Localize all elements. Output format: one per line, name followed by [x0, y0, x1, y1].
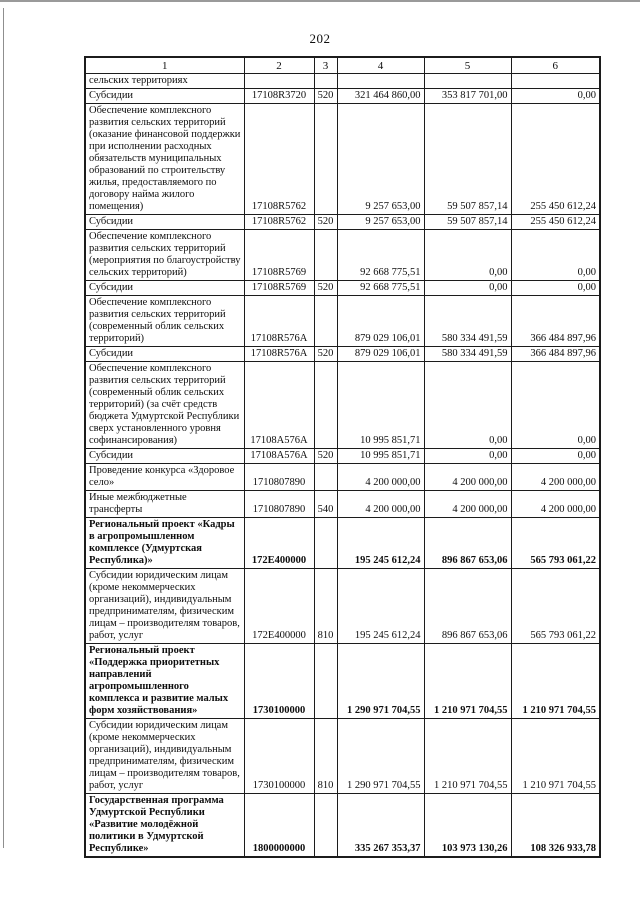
column-header-5: 5	[424, 57, 511, 74]
row-col5-amount-cell	[424, 74, 511, 89]
row-target-code-cell: 1730100000	[244, 719, 314, 794]
row-col5-amount-cell: 1 210 971 704,55	[424, 719, 511, 794]
row-target-code-cell: 17108R576A	[244, 296, 314, 347]
row-name-cell: сельских территориях	[85, 74, 244, 89]
row-expense-type-cell	[314, 104, 337, 215]
row-col5-amount-cell: 1 210 971 704,55	[424, 644, 511, 719]
row-col6-amount-cell: 0,00	[511, 449, 600, 464]
row-expense-type-cell	[314, 296, 337, 347]
row-target-code-cell: 1710807890	[244, 464, 314, 491]
row-col6-amount-cell: 255 450 612,24	[511, 104, 600, 215]
row-col5-amount-cell: 59 507 857,14	[424, 104, 511, 215]
table-header-row	[85, 57, 600, 74]
column-header-6: 6	[511, 57, 600, 74]
row-col5-amount-cell: 353 817 701,00	[424, 89, 511, 104]
row-target-code-cell: 17108R576A	[244, 347, 314, 362]
table-row	[85, 281, 600, 296]
row-name-cell: Региональный проект «Поддержка приоритетных направлений агропромышленного комплекса и развитие малых форм хозяйствования»	[85, 644, 244, 719]
row-target-code-cell: 1730100000	[244, 644, 314, 719]
table-row	[85, 464, 600, 491]
row-name-cell: Обеспечение комплексного развития сельских территорий (оказание финансовой поддержки при исполнении расходных обязательств муниципальных образований по строительству жилья, предоставляемого по договору найма жилого помещения)	[85, 104, 244, 215]
table-row	[85, 794, 600, 858]
row-expense-type-cell: 520	[314, 215, 337, 230]
row-col6-amount-cell: 4 200 000,00	[511, 464, 600, 491]
column-header-2: 2	[244, 57, 314, 74]
row-target-code-cell: 172E400000	[244, 569, 314, 644]
row-col4-amount-cell: 4 200 000,00	[337, 464, 424, 491]
row-col5-amount-cell: 59 507 857,14	[424, 215, 511, 230]
row-name-cell: Субсидии	[85, 89, 244, 104]
row-expense-type-cell: 520	[314, 281, 337, 296]
row-col6-amount-cell: 4 200 000,00	[511, 491, 600, 518]
row-col6-amount-cell: 366 484 897,96	[511, 347, 600, 362]
row-expense-type-cell	[314, 74, 337, 89]
row-col6-amount-cell: 1 210 971 704,55	[511, 719, 600, 794]
table-row	[85, 104, 600, 215]
table-row	[85, 491, 600, 518]
table-row	[85, 347, 600, 362]
row-col4-amount-cell: 321 464 860,00	[337, 89, 424, 104]
row-col6-amount-cell: 565 793 061,22	[511, 569, 600, 644]
row-target-code-cell: 17108R5769	[244, 281, 314, 296]
row-col4-amount-cell: 1 290 971 704,55	[337, 719, 424, 794]
row-name-cell: Субсидии	[85, 449, 244, 464]
row-expense-type-cell: 520	[314, 89, 337, 104]
row-name-cell: Субсидии	[85, 281, 244, 296]
row-target-code-cell: 17108R5769	[244, 230, 314, 281]
row-col6-amount-cell: 0,00	[511, 230, 600, 281]
row-col6-amount-cell: 0,00	[511, 281, 600, 296]
row-col4-amount-cell: 92 668 775,51	[337, 281, 424, 296]
row-col6-amount-cell: 255 450 612,24	[511, 215, 600, 230]
row-col5-amount-cell: 0,00	[424, 281, 511, 296]
column-header-3: 3	[314, 57, 337, 74]
row-expense-type-cell: 520	[314, 347, 337, 362]
table-row	[85, 362, 600, 449]
row-target-code-cell: 17108A576A	[244, 449, 314, 464]
table-row	[85, 230, 600, 281]
row-name-cell: Иные межбюджетные трансферты	[85, 491, 244, 518]
row-expense-type-cell	[314, 794, 337, 858]
row-target-code-cell: 1800000000	[244, 794, 314, 858]
scan-edge-top-line	[0, 0, 640, 2]
row-col5-amount-cell: 580 334 491,59	[424, 347, 511, 362]
row-col5-amount-cell: 4 200 000,00	[424, 464, 511, 491]
table-row	[85, 644, 600, 719]
row-name-cell: Субсидии юридическим лицам (кроме некоммерческих организаций), индивидуальным предпринимателям, физическим лицам – производителям товаров, работ, услуг	[85, 569, 244, 644]
row-expense-type-cell	[314, 644, 337, 719]
row-col4-amount-cell: 4 200 000,00	[337, 491, 424, 518]
row-name-cell: Обеспечение комплексного развития сельских территорий (мероприятия по благоустройству сельских территорий)	[85, 230, 244, 281]
table-row	[85, 296, 600, 347]
row-col4-amount-cell: 195 245 612,24	[337, 518, 424, 569]
table-row	[85, 215, 600, 230]
row-target-code-cell: 17108R3720	[244, 89, 314, 104]
row-col5-amount-cell: 580 334 491,59	[424, 296, 511, 347]
row-col4-amount-cell: 10 995 851,71	[337, 449, 424, 464]
row-target-code-cell	[244, 74, 314, 89]
row-col5-amount-cell: 0,00	[424, 230, 511, 281]
table-row	[85, 569, 600, 644]
row-name-cell: Обеспечение комплексного развития сельских территорий (современный облик сельских территорий)	[85, 296, 244, 347]
table-row	[85, 89, 600, 104]
row-name-cell: Субсидии юридическим лицам (кроме некоммерческих организаций), индивидуальным предпринимателям, физическим лицам – производителям товаров, работ, услуг	[85, 719, 244, 794]
row-col4-amount-cell: 335 267 353,37	[337, 794, 424, 858]
row-expense-type-cell: 520	[314, 449, 337, 464]
row-expense-type-cell: 810	[314, 719, 337, 794]
row-col4-amount-cell: 9 257 653,00	[337, 104, 424, 215]
row-expense-type-cell: 540	[314, 491, 337, 518]
table-row	[85, 449, 600, 464]
row-col4-amount-cell: 879 029 106,01	[337, 296, 424, 347]
row-name-cell: Государственная программа Удмуртской Республики «Развитие молодёжной политики в Удмуртской Республике»	[85, 794, 244, 858]
row-col5-amount-cell: 896 867 653,06	[424, 518, 511, 569]
row-col4-amount-cell	[337, 74, 424, 89]
row-expense-type-cell: 810	[314, 569, 337, 644]
row-col6-amount-cell: 108 326 933,78	[511, 794, 600, 858]
row-col6-amount-cell: 0,00	[511, 89, 600, 104]
row-col4-amount-cell: 879 029 106,01	[337, 347, 424, 362]
row-col4-amount-cell: 92 668 775,51	[337, 230, 424, 281]
row-expense-type-cell	[314, 464, 337, 491]
row-col6-amount-cell	[511, 74, 600, 89]
row-col5-amount-cell: 896 867 653,06	[424, 569, 511, 644]
row-name-cell: Обеспечение комплексного развития сельских территорий (современный облик сельских территорий) (за счёт средств бюджета Удмуртской Республики сверх установленного уровня софинансирования)	[85, 362, 244, 449]
budget-table-body	[85, 74, 600, 858]
row-name-cell: Региональный проект «Кадры в агропромышленном комплексе (Удмуртская Республика)»	[85, 518, 244, 569]
row-name-cell: Субсидии	[85, 347, 244, 362]
row-col5-amount-cell: 0,00	[424, 362, 511, 449]
row-col5-amount-cell: 4 200 000,00	[424, 491, 511, 518]
row-target-code-cell: 17108R5762	[244, 215, 314, 230]
table-row	[85, 719, 600, 794]
row-target-code-cell: 17108R5762	[244, 104, 314, 215]
row-target-code-cell: 17108A576A	[244, 362, 314, 449]
table-row	[85, 74, 600, 89]
row-col4-amount-cell: 9 257 653,00	[337, 215, 424, 230]
row-col6-amount-cell: 1 210 971 704,55	[511, 644, 600, 719]
row-expense-type-cell	[314, 362, 337, 449]
row-target-code-cell: 172E400000	[244, 518, 314, 569]
row-col6-amount-cell: 366 484 897,96	[511, 296, 600, 347]
scan-edge-left-line	[3, 8, 4, 848]
page-number: 202	[309, 31, 331, 46]
row-expense-type-cell	[314, 230, 337, 281]
row-name-cell: Проведение конкурса «Здоровое село»	[85, 464, 244, 491]
row-expense-type-cell	[314, 518, 337, 569]
row-col6-amount-cell: 565 793 061,22	[511, 518, 600, 569]
row-col4-amount-cell: 1 290 971 704,55	[337, 644, 424, 719]
row-col4-amount-cell: 195 245 612,24	[337, 569, 424, 644]
row-col4-amount-cell: 10 995 851,71	[337, 362, 424, 449]
budget-table	[84, 56, 601, 858]
row-col6-amount-cell: 0,00	[511, 362, 600, 449]
table-row	[85, 518, 600, 569]
row-target-code-cell: 1710807890	[244, 491, 314, 518]
row-col5-amount-cell: 0,00	[424, 449, 511, 464]
row-col5-amount-cell: 103 973 130,26	[424, 794, 511, 858]
column-header-1: 1	[85, 57, 244, 74]
column-header-4: 4	[337, 57, 424, 74]
row-name-cell: Субсидии	[85, 215, 244, 230]
